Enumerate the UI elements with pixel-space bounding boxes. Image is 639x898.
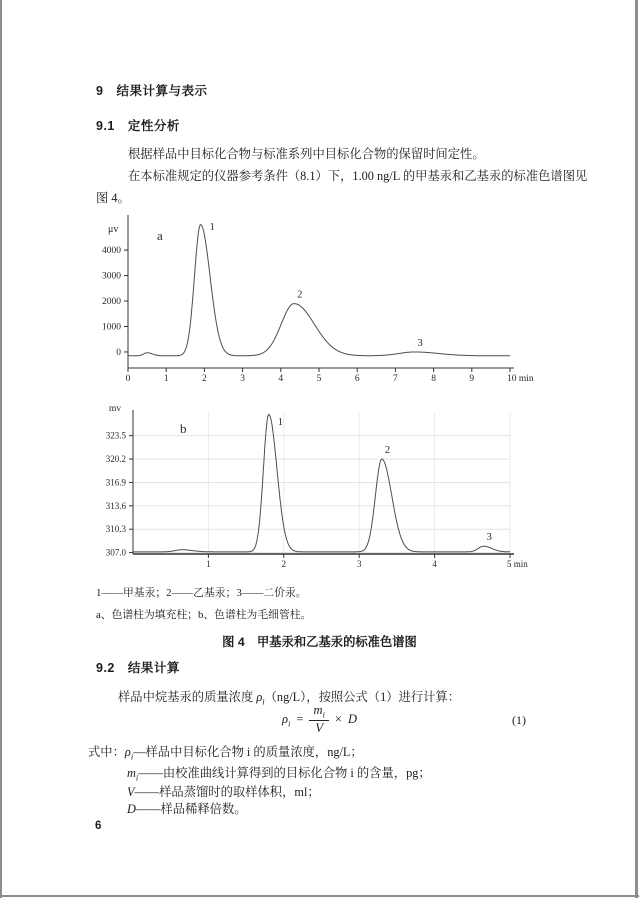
fraction-numerator: $m_i$: [309, 704, 328, 721]
y-tick-label: 316.9: [105, 477, 126, 488]
y-tick-label: 307.0: [105, 547, 126, 558]
peak-label: 2: [297, 289, 303, 301]
figure-4-caption: 图 4 甲基汞和乙基汞的标准色谱图: [222, 635, 417, 649]
figure-legend-columns: a、色谱柱为填充柱；b、色谱柱为毛细管柱。: [96, 609, 312, 621]
section-9-2-title: 9.2 结果计算: [96, 661, 180, 675]
y-tick-label: 1000: [102, 322, 121, 333]
x-tick-label: 9: [469, 374, 475, 384]
where-row-v: V——样品蒸馏时的取样体积，ml；: [127, 785, 320, 799]
paragraph-qualitative: 根据样品中目标化合物与标准系列中目标化合物的保留时间定性。: [128, 147, 485, 161]
section-9-title: 9 结果计算与表示: [96, 84, 208, 98]
paragraph-reference-conditions-line1: 在本标准规定的仪器参考条件（8.1）下，1.00 ng/L 的甲基汞和乙基汞的标准色谱图见: [128, 169, 588, 183]
y-axis-unit-label: μv: [108, 224, 119, 235]
dilution-factor-symbol: D: [347, 712, 357, 727]
where-row-m: $m_i——$由校准曲线计算得到的目标化合物 i 的含量，pg；: [127, 766, 431, 783]
x-tick-label: 1: [206, 559, 211, 569]
x-tick-label: 2: [281, 559, 287, 569]
rho-i-symbol: $\rho_i$: [256, 690, 265, 707]
chromatogram-trace: [133, 414, 510, 552]
y-tick-label: 0: [116, 347, 121, 358]
section-9-1-title: 9.1 定性分析: [96, 119, 180, 133]
x-tick-label: 4: [432, 559, 437, 569]
x-axis-end-label: 10 min: [507, 374, 534, 384]
formula-intro-prefix: 样品中烷基汞的质量浓度: [118, 690, 257, 704]
multiply-sign: ×: [334, 712, 342, 727]
scan-edge-right: [635, 0, 638, 898]
equation-1: [0, 704, 639, 736]
y-tick-label: 310.3: [105, 524, 126, 535]
x-tick-label: 3: [356, 559, 362, 569]
x-tick-label: 8: [431, 374, 436, 384]
where-row-rho: 式中：$\rho_i—$样品中目标化合物 i 的质量浓度，ng/L；: [88, 745, 363, 762]
where-row-d: D——样品稀释倍数。: [127, 802, 247, 816]
chromatogram-trace: [128, 225, 510, 356]
y-tick-label: 323.5: [105, 430, 126, 441]
x-tick-label: 6: [354, 374, 360, 384]
paragraph-reference-conditions-line2: 图 4。: [96, 191, 130, 205]
equation-number: (1): [512, 713, 526, 727]
x-axis-end-label: 5 min: [507, 559, 528, 569]
panel-label: b: [180, 421, 187, 436]
peak-label: 3: [417, 337, 423, 349]
peak-label: 2: [384, 445, 391, 457]
x-tick-label: 7: [393, 374, 398, 384]
y-tick-label: 320.2: [105, 454, 126, 465]
y-tick-label: 3000: [102, 271, 121, 282]
peak-label: 1: [277, 417, 283, 428]
x-tick-label: 2: [202, 374, 207, 384]
scan-edge-bottom: [0, 895, 639, 897]
fraction-denominator: V: [315, 721, 323, 736]
panel-label: a: [157, 228, 163, 243]
y-tick-label: 313.6: [105, 500, 126, 511]
x-tick-label: 0: [125, 374, 131, 384]
x-tick-label: 3: [240, 374, 245, 384]
equals-sign: =: [296, 712, 304, 727]
equation-lhs: $\rho_i$: [282, 711, 291, 729]
y-tick-label: 2000: [102, 297, 121, 308]
x-tick-label: 1: [163, 374, 169, 384]
page-number: 6: [95, 820, 102, 832]
figure-legend-peaks: 1——甲基汞；2——乙基汞；3——二价汞。: [96, 587, 307, 599]
fraction: [309, 704, 328, 736]
x-tick-label: 4: [278, 374, 284, 384]
chromatogram-b-capillary-column: [95, 396, 545, 574]
chromatogram-a-packed-column: [100, 212, 545, 390]
x-tick-label: 5: [316, 374, 322, 384]
peak-label: 1: [209, 222, 215, 233]
formula-intro-suffix: （ng/L），按照公式（1）进行计算：: [264, 690, 461, 704]
y-tick-label: 4000: [102, 246, 121, 257]
y-axis-unit-label: mv: [109, 404, 122, 414]
where-label: 式中：: [88, 745, 125, 759]
peak-label: 3: [486, 532, 492, 544]
scan-edge-left: [0, 0, 2, 898]
